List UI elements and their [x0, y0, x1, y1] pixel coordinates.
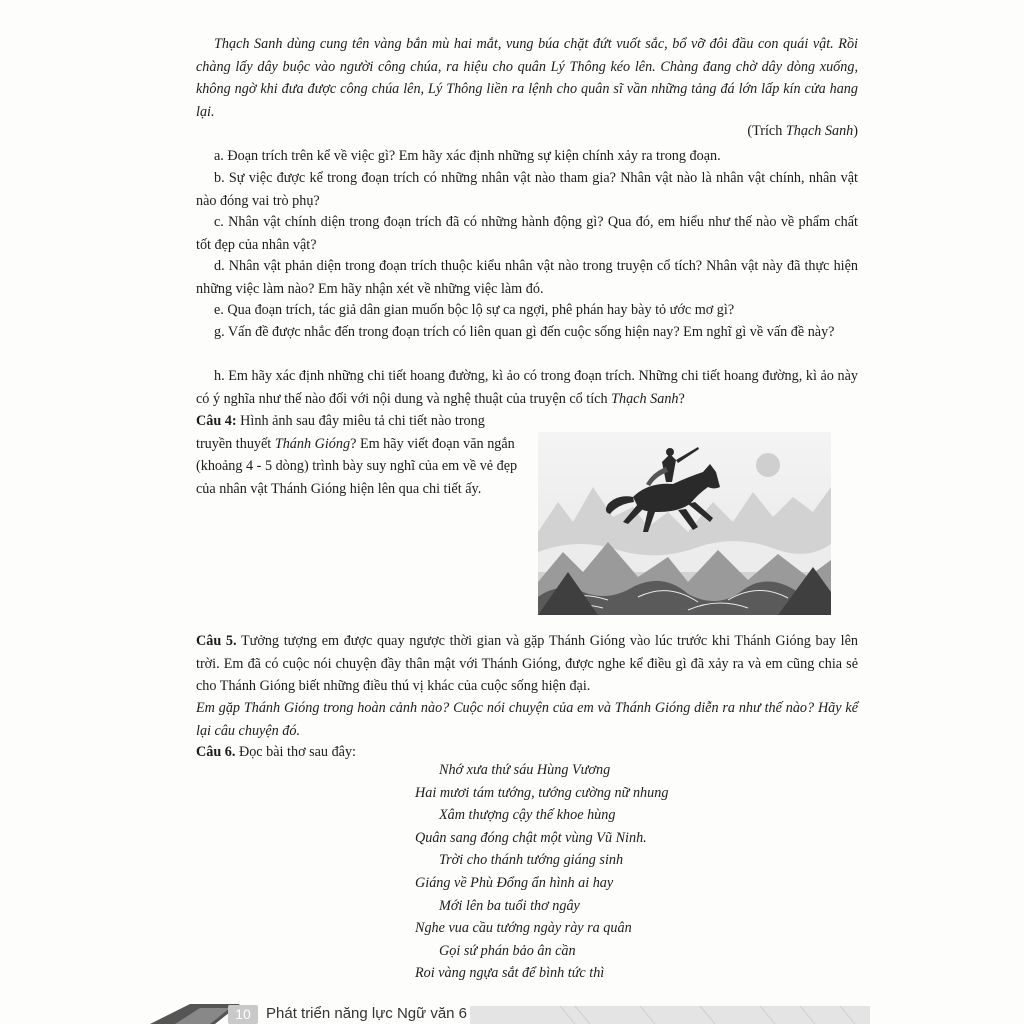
- passage-excerpt: Thạch Sanh dùng cung tên vàng bắn mù hai mắt, vung búa chặt đứt vuốt sắc, bổ vỡ đôi đầu con quái vật. Rồi chàng lấy dây buộc vào người công chúa, ra hiệu cho quân Lý Thông kéo lên. Chàng đang chờ dây dòng xuống, không ngờ khi đưa được công chúa lên, Lý Thông liền ra lệnh cho quân sĩ vần những tảng đá lớn lấp kín cửa hang lại.: [196, 36, 858, 120]
- question-4: [196, 410, 521, 500]
- poem-line: Hai mươi tám tướng, tướng cường nữ nhung: [415, 784, 669, 801]
- book-title: Phát triển năng lực Ngữ văn 6: [266, 1005, 468, 1022]
- poem-line: Mới lên ba tuổi thơ ngây: [439, 897, 580, 914]
- question-4-title: Thánh Gióng: [274, 435, 351, 452]
- question-3d: d. Nhân vật phản diện trong đoạn trích thuộc kiểu nhân vật nào trong truyện cổ tích? Nhân vật này đã thực hiện những việc làm nào? Em hãy nhận xét về những việc làm đó.: [196, 258, 858, 297]
- question-4-text1: Hình ảnh sau đây miêu tả chi tiết nào trong truyền thuyết: [196, 413, 485, 452]
- footer-decoration: [0, 1000, 1024, 1024]
- question-3c: c. Nhân vật chính diện trong đoạn trích đã có những hành động gì? Qua đó, em hiểu như thế nào về phẩm chất tốt đẹp của nhân vật?: [196, 214, 858, 253]
- poem-line: Trời cho thánh tướng giáng sinh: [439, 852, 624, 869]
- citation-prefix: (Trích: [747, 123, 786, 139]
- question-4-label: Câu 4:: [196, 413, 237, 429]
- question-3h-title: Thạch Sanh: [611, 390, 679, 407]
- question-4-text2: ? Em hãy viết đoạn văn ngắn (khoảng 4 - 5 dòng) trình bày suy nghĩ của em về vẻ đẹp của nhân vật Thánh Gióng hiện lên qua chi tiết ấy.: [196, 435, 518, 497]
- question-6-label: Câu 6.: [196, 744, 236, 760]
- poem-line: Nhớ xưa thứ sáu Hùng Vương: [439, 762, 611, 778]
- poem-line: Quân sang đóng chật một vùng Vũ Ninh.: [415, 829, 647, 846]
- question-5-prompt: Em gặp Thánh Gióng trong hoàn cảnh nào? Cuộc nói chuyện của em và Thánh Gióng diễn ra như thế nào? Hãy kể lại câu chuyện đó.: [196, 700, 858, 739]
- citation-title: Thạch Sanh: [785, 123, 854, 139]
- poem-line: Nghe vua cầu tướng ngày rày ra quân: [415, 920, 632, 937]
- question-3g: g. Vấn đề được nhắc đến trong đoạn trích có liên quan gì đến cuộc sống hiện nay? Em nghĩ gì về vấn đề này?: [214, 324, 835, 340]
- question-3a: a. Đoạn trích trên kể về việc gì? Em hãy xác định những sự kiện chính xảy ra trong đoạn.: [214, 148, 721, 164]
- thanh-giong-horse-illustration: [538, 432, 831, 615]
- question-6-text: Đọc bài thơ sau đây:: [235, 744, 357, 760]
- question-5-label: Câu 5.: [196, 633, 237, 649]
- citation: [747, 123, 858, 140]
- moon-icon: [756, 453, 780, 477]
- poem-line: Xâm thượng cậy thế khoe hùng: [439, 807, 616, 824]
- poem: [415, 759, 735, 985]
- question-5-text: Tưởng tượng em được quay ngược thời gian và gặp Thánh Gióng vào lúc trước khi Thánh Gióng bay lên trời. Em đã có cuộc nói chuyện đầy thân mật với Thánh Gióng, được nghe kể điều gì đã xảy ra và em cũng chia sẻ cho Thánh Gióng biết những điều thú vị khác của cuộc sống hiện đại.: [196, 633, 858, 694]
- question-5: [196, 630, 858, 698]
- question-3h: [196, 365, 858, 410]
- poem-line: Gọi sứ phán bảo ân cần: [439, 942, 576, 959]
- poem-line: Giáng về Phù Đổng ẩn hình ai hay: [415, 874, 614, 891]
- page-number: 10: [228, 1005, 258, 1024]
- question-3h-text: h. Em hãy xác định những chi tiết hoang đường, kì ảo có trong đoạn trích. Những chi tiết hoang đường, kì ảo này có ý nghĩa như thế nào đối với nội dung và nghệ thuật của truyện cổ tích: [196, 368, 858, 407]
- question-3e: e. Qua đoạn trích, tác giả dân gian muốn bộc lộ sự ca ngợi, phê phán hay bày tỏ ước mơ gì?: [214, 302, 735, 318]
- poem-line: Roi vàng ngựa sắt để bình tức thì: [415, 965, 605, 982]
- citation-suffix: ): [853, 123, 858, 139]
- question-3h-end: ?: [678, 390, 685, 407]
- question-3b: b. Sự việc được kể trong đoạn trích có những nhân vật nào tham gia? Nhân vật nào là nhân vật chính, nhân vật nào đóng vai trò phụ?: [196, 170, 858, 209]
